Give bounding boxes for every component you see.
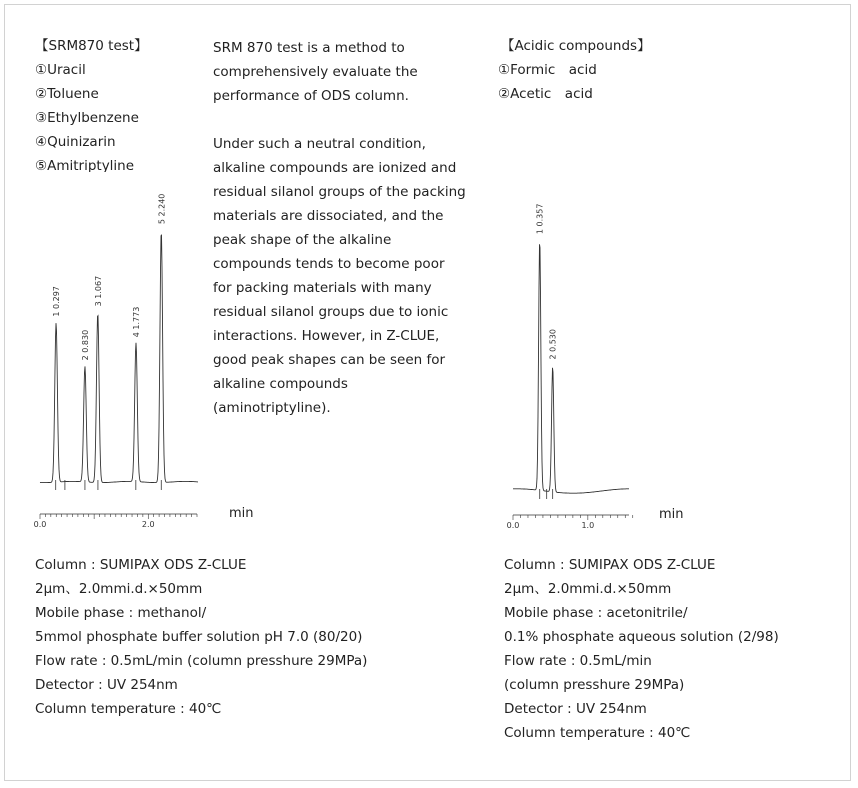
condition-line: Mobile phase : acetonitrile/ — [504, 605, 688, 621]
left-conditions — [35, 553, 367, 721]
condition-line: Column : SUMIPAX ODS Z-CLUE — [35, 557, 247, 573]
right-compound-1: ①Formic acid — [498, 62, 597, 78]
condition-line: Detector : UV 254nm — [504, 701, 647, 717]
left-compound-4: ④Quinizarin — [35, 134, 116, 150]
right-conditions — [504, 553, 779, 745]
desc-line: for packing materials with many — [213, 280, 432, 296]
desc-line: SRM 870 test is a method to — [213, 40, 405, 56]
condition-line: Detector : UV 254nm — [35, 677, 178, 693]
desc-line: performance of ODS column. — [213, 88, 409, 104]
condition-line: 2μm、2.0mmi.d.×50mm — [504, 581, 672, 597]
left-compound-5: ⑤Amitriptyline — [35, 158, 135, 172]
desc-line: alkaline compounds are ionized and — [213, 160, 457, 176]
x-tick-label-0.0: 0.0 — [33, 520, 47, 529]
peak-label-2: 2 0.830 — [80, 329, 90, 361]
condition-line: Mobile phase : methanol/ — [35, 605, 207, 621]
condition-line: Flow rate : 0.5mL/min — [504, 653, 652, 669]
desc-line: comprehensively evaluate the — [213, 64, 418, 80]
condition-line: Column temperature : 40℃ — [504, 725, 691, 741]
desc-line: interactions. However, in Z-CLUE, — [213, 328, 440, 344]
right-x-axis-label: min — [659, 507, 684, 522]
chromatogram-acidic — [505, 175, 635, 535]
desc-line: Under such a neutral condition, — [213, 136, 426, 152]
peak-label-4: 4 1.773 — [131, 306, 141, 338]
chromatogram-trace — [513, 244, 629, 493]
desc-line: residual silanol groups of the packing — [213, 184, 466, 200]
right-compound-2: ②Acetic acid — [498, 86, 593, 102]
desc-line: compounds tends to become poor — [213, 256, 445, 272]
left-compound-2: ②Toluene — [35, 86, 99, 102]
desc-line: (aminotriptyline). — [213, 400, 331, 416]
peak-label-5: 5 2.240 — [157, 193, 167, 225]
left-compound-1: ①Uracil — [35, 62, 86, 78]
x-tick-label-0.0: 0.0 — [506, 521, 520, 530]
chromatogram-srm870 — [30, 175, 205, 535]
condition-line: Column : SUMIPAX ODS Z-CLUE — [504, 557, 716, 573]
peak-label-2: 2 0.530 — [548, 329, 558, 360]
left-compound-3: ③Ethylbenzene — [35, 110, 139, 126]
desc-line: good peak shapes can be seen for — [213, 352, 446, 368]
condition-line: (column presshure 29MPa) — [504, 677, 685, 693]
desc-line: materials are dissociated, and the — [213, 208, 444, 224]
desc-line: residual silanol groups due to ionic — [213, 304, 449, 320]
desc-line: peak shape of the alkaline — [213, 232, 392, 248]
right-heading: 【Acidic compounds】 — [501, 38, 651, 54]
condition-line: 2μm、2.0mmi.d.×50mm — [35, 581, 203, 597]
condition-line: Column temperature : 40℃ — [35, 701, 222, 717]
condition-line: 5mmol phosphate buffer solution pH 7.0 (80/20) — [35, 629, 363, 645]
left-x-axis-label: min — [229, 506, 254, 521]
condition-line: 0.1% phosphate aqueous solution (2/98) — [504, 629, 779, 645]
condition-line: Flow rate : 0.5mL/min (column presshure 29MPa) — [35, 653, 368, 669]
chromatogram-trace — [40, 235, 198, 483]
left-heading: 【SRM870 test】 — [35, 38, 148, 54]
peak-label-3: 3 1.067 — [93, 275, 103, 307]
peak-label-1: 1 0.297 — [52, 286, 62, 317]
desc-line: alkaline compounds — [213, 376, 348, 392]
peak-label-1: 1 0.357 — [535, 203, 545, 235]
description — [213, 36, 466, 420]
x-tick-label-2.0: 2.0 — [141, 520, 155, 529]
x-tick-label-1.0: 1.0 — [581, 521, 595, 530]
